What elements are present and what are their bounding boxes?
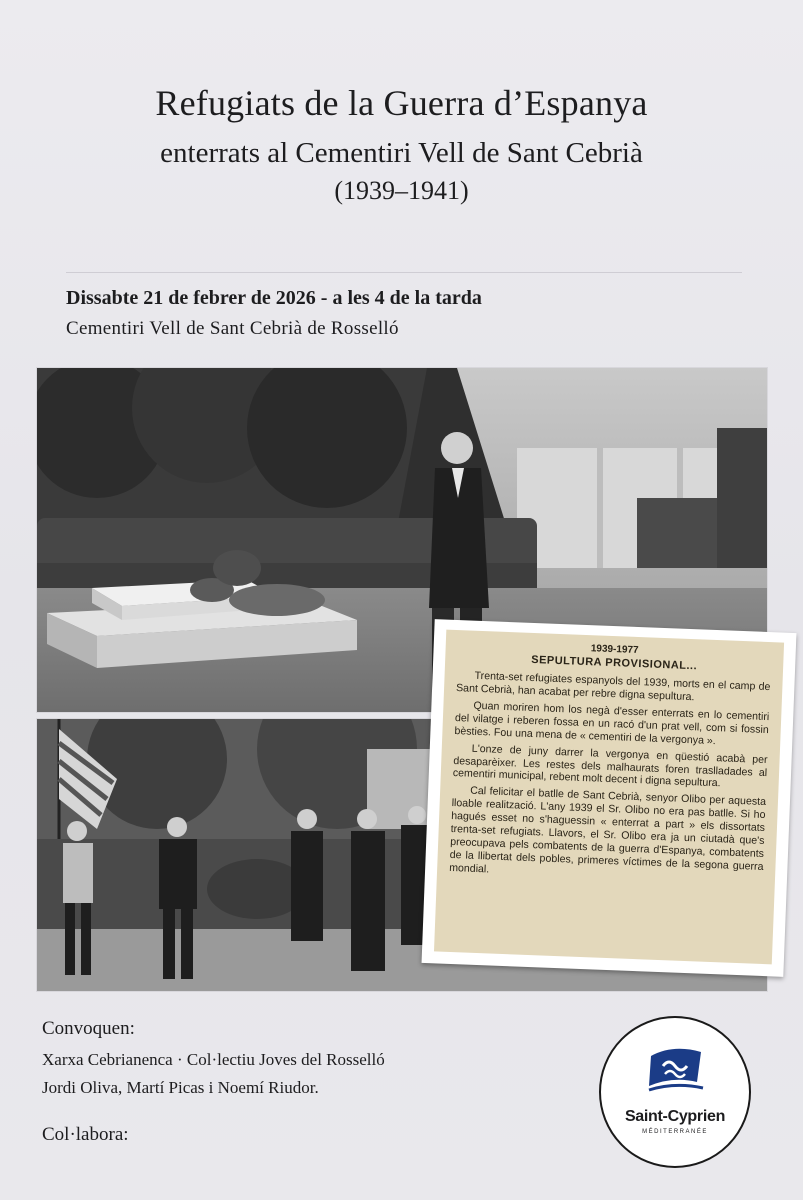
clipping-paragraph: Quan moriren hom los negà d'esser enterrats en lo cementiri del vilatge i reberen fossa en un racó d'un prat vell, com si fossin bèsties. Fou una mena de « cementiri de la vergonya ». xyxy=(454,699,770,747)
divider xyxy=(66,272,742,273)
title-years: (1939–1941) xyxy=(334,176,469,205)
collabora-label: Col·labora: xyxy=(42,1124,129,1145)
title-line-2: enterrats al Cementiri Vell de Sant Cebrià xyxy=(160,137,643,169)
title-line-1: Refugiats de la Guerra d’Espanya xyxy=(155,83,648,123)
logo-subtitle: MÉDITERRANÉE xyxy=(642,1129,708,1135)
saint-cyprien-logo xyxy=(599,1016,751,1168)
saint-cyprien-logo-icon xyxy=(643,1042,709,1100)
clipping-paragraph: Cal felicitar el batlle de Sant Cebrià, senyor Olibo per aquesta lloable realització. L'any 1939 el Sr. Olibo no era pas batlle. Si ho hagués esset no s'haguessin « enterrat a part » els dissortats trenta-set refugiats. Llavors, el Sr. Olibo era ja un ciutadà que's preocupava pels combatents de la guerra d'Espanya, combatents de la llibertat dels pobles, primeres víctimes de la segona guerra mondial. xyxy=(448,785,767,876)
convoquen-label: Convoquen: xyxy=(42,1018,135,1039)
organizers-line-2: Jordi Oliva, Martí Picas i Noemí Riudor. xyxy=(42,1078,319,1097)
clipping-paper xyxy=(434,630,784,965)
logo-name: Saint-Cyprien xyxy=(624,1108,726,1125)
clipping-year: 1939-1977 xyxy=(590,643,639,657)
organizers-line-1: Xarxa Cebrianenca · Col·lectiu Joves del Rosselló xyxy=(42,1050,385,1069)
event-date: Dissabte 21 de febrer de 2026 - a les 4 de la tarda xyxy=(66,287,482,309)
clipping-headline: SEPULTURA PROVISIONAL... xyxy=(530,653,698,673)
newspaper-clipping xyxy=(422,619,797,977)
clipping-paragraph: Trenta-set refugiates espanyols del 1939, morts en el camp de Sant Cebrià, han acabat per rebre digna sepultura. xyxy=(455,669,771,704)
event-place: Cementiri Vell de Sant Cebrià de Rosselló xyxy=(66,318,399,339)
clipping-paragraph: L'onze de juny darrer la vergonya en qüestió acabà per desaparèixer. Les restes dels malhaurats foren traslladades al cementiri municipal, rebent molt decent i digna sepultura. xyxy=(452,742,768,790)
